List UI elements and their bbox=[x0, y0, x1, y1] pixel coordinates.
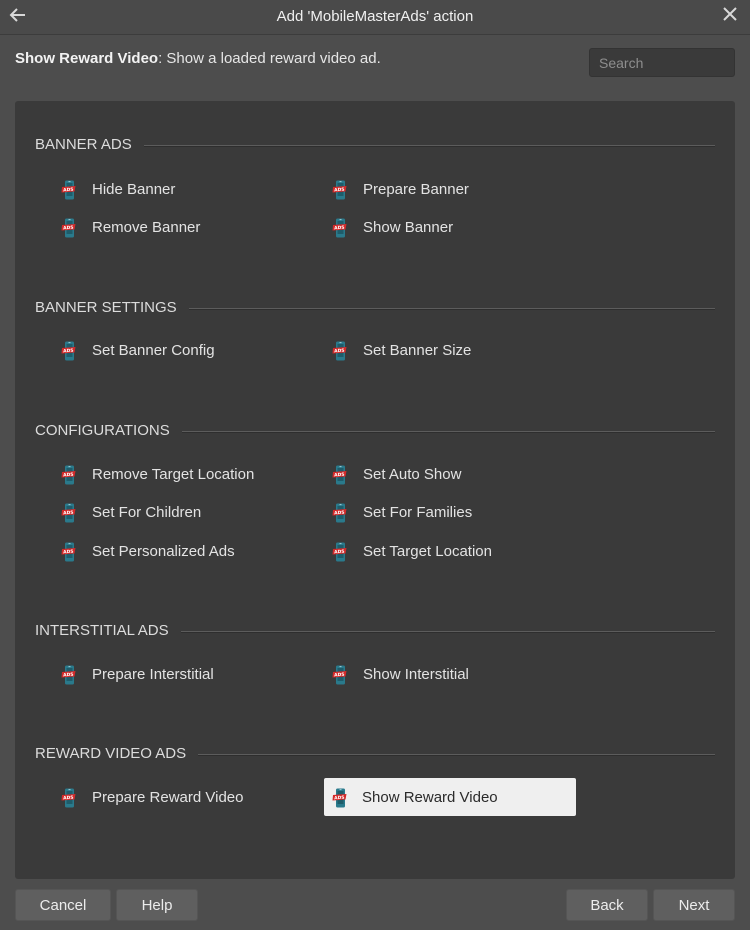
section-header bbox=[35, 744, 715, 764]
action-item-label: Remove Target Location bbox=[92, 466, 255, 483]
mobile-ads-icon bbox=[60, 542, 80, 562]
mobile-ads-icon bbox=[331, 503, 351, 523]
action-item-set-target-location[interactable] bbox=[326, 533, 578, 571]
dialog-title: Add 'MobileMasterAds' action bbox=[276, 8, 474, 25]
action-item-label: Set Personalized Ads bbox=[92, 543, 235, 560]
section-header bbox=[35, 621, 715, 641]
action-item-prepare-interstitial[interactable] bbox=[55, 656, 307, 694]
back-button[interactable]: Back bbox=[566, 889, 648, 921]
svg-text:ADS: ADS bbox=[63, 510, 74, 517]
action-item-label: Set Banner Size bbox=[363, 342, 472, 359]
action-item-show-interstitial[interactable] bbox=[326, 656, 578, 694]
section-header bbox=[35, 135, 715, 155]
action-item-label: Set For Families bbox=[363, 504, 473, 521]
action-item-label: Prepare Interstitial bbox=[92, 666, 214, 683]
section-title: CONFIGURATIONS bbox=[35, 421, 182, 441]
title-bar bbox=[0, 0, 750, 35]
action-item-label: Set For Children bbox=[92, 504, 202, 521]
help-button[interactable]: Help bbox=[116, 889, 198, 921]
action-item-label: Hide Banner bbox=[92, 181, 176, 198]
mobile-ads-icon bbox=[331, 665, 351, 685]
section-banner-settings bbox=[35, 298, 715, 318]
svg-text:ADS: ADS bbox=[334, 187, 345, 194]
section-banner-ads bbox=[35, 135, 715, 155]
svg-text:ADS: ADS bbox=[63, 187, 74, 194]
close-icon[interactable] bbox=[718, 5, 742, 29]
mobile-ads-icon bbox=[331, 180, 351, 200]
svg-text:ADS: ADS bbox=[63, 672, 74, 679]
section-title: REWARD VIDEO ADS bbox=[35, 744, 198, 764]
action-item-set-auto-show[interactable] bbox=[326, 456, 578, 494]
action-item-show-banner[interactable] bbox=[326, 209, 578, 247]
section-configurations bbox=[35, 421, 715, 441]
search-input[interactable] bbox=[589, 48, 735, 77]
section-title: BANNER SETTINGS bbox=[35, 298, 189, 318]
svg-text:ADS: ADS bbox=[334, 795, 345, 802]
action-item-set-for-children[interactable] bbox=[55, 494, 307, 532]
section-reward-video-ads bbox=[35, 744, 715, 764]
section-interstitial-ads bbox=[35, 621, 715, 641]
action-item-set-banner-config[interactable] bbox=[55, 332, 307, 370]
action-item-remove-target-location[interactable] bbox=[55, 456, 307, 494]
action-item-label: Show Banner bbox=[363, 219, 454, 236]
mobile-ads-icon bbox=[60, 180, 80, 200]
svg-text:ADS: ADS bbox=[334, 672, 345, 679]
section-header bbox=[35, 298, 715, 318]
action-item-label: Remove Banner bbox=[92, 219, 201, 236]
action-item-label: Show Reward Video bbox=[362, 789, 498, 806]
mobile-ads-icon bbox=[331, 465, 351, 485]
action-item-hide-banner[interactable] bbox=[55, 171, 307, 209]
svg-text:ADS: ADS bbox=[63, 472, 74, 479]
mobile-ads-icon bbox=[331, 218, 351, 238]
action-item-remove-banner[interactable] bbox=[55, 209, 307, 247]
mobile-ads-icon bbox=[331, 788, 351, 808]
action-item-label: Set Auto Show bbox=[363, 466, 462, 483]
actions-panel bbox=[15, 101, 735, 879]
svg-text:ADS: ADS bbox=[334, 225, 345, 232]
action-description-text: : Show a loaded reward video ad. bbox=[158, 50, 381, 67]
action-item-prepare-banner[interactable] bbox=[326, 171, 578, 209]
svg-text:ADS: ADS bbox=[63, 225, 74, 232]
action-item-set-banner-size[interactable] bbox=[326, 332, 578, 370]
mobile-ads-icon bbox=[331, 341, 351, 361]
section-title: BANNER ADS bbox=[35, 135, 144, 155]
action-item-label: Prepare Banner bbox=[363, 181, 469, 198]
cancel-button[interactable]: Cancel bbox=[15, 889, 111, 921]
mobile-ads-icon bbox=[60, 788, 80, 808]
action-item-set-for-families[interactable] bbox=[326, 494, 578, 532]
action-item-show-reward-video[interactable] bbox=[324, 778, 576, 816]
svg-text:ADS: ADS bbox=[63, 348, 74, 355]
action-description-name: Show Reward Video bbox=[15, 50, 159, 67]
action-item-label: Set Target Location bbox=[363, 543, 492, 560]
svg-text:ADS: ADS bbox=[334, 348, 345, 355]
mobile-ads-icon bbox=[331, 542, 351, 562]
svg-text:ADS: ADS bbox=[334, 510, 345, 517]
mobile-ads-icon bbox=[60, 218, 80, 238]
mobile-ads-icon bbox=[60, 465, 80, 485]
svg-text:ADS: ADS bbox=[63, 549, 74, 556]
section-title: INTERSTITIAL ADS bbox=[35, 621, 181, 641]
action-item-label: Prepare Reward Video bbox=[92, 789, 244, 806]
svg-text:ADS: ADS bbox=[334, 472, 345, 479]
action-description bbox=[15, 50, 381, 67]
action-item-set-personalized-ads[interactable] bbox=[55, 533, 307, 571]
next-button[interactable]: Next bbox=[653, 889, 735, 921]
mobile-ads-icon bbox=[60, 341, 80, 361]
svg-text:ADS: ADS bbox=[334, 549, 345, 556]
action-item-label: Set Banner Config bbox=[92, 342, 215, 359]
section-header bbox=[35, 421, 715, 441]
mobile-ads-icon bbox=[60, 503, 80, 523]
mobile-ads-icon bbox=[60, 665, 80, 685]
action-item-prepare-reward-video[interactable] bbox=[55, 779, 307, 817]
svg-text:ADS: ADS bbox=[63, 795, 74, 802]
action-item-label: Show Interstitial bbox=[363, 666, 469, 683]
